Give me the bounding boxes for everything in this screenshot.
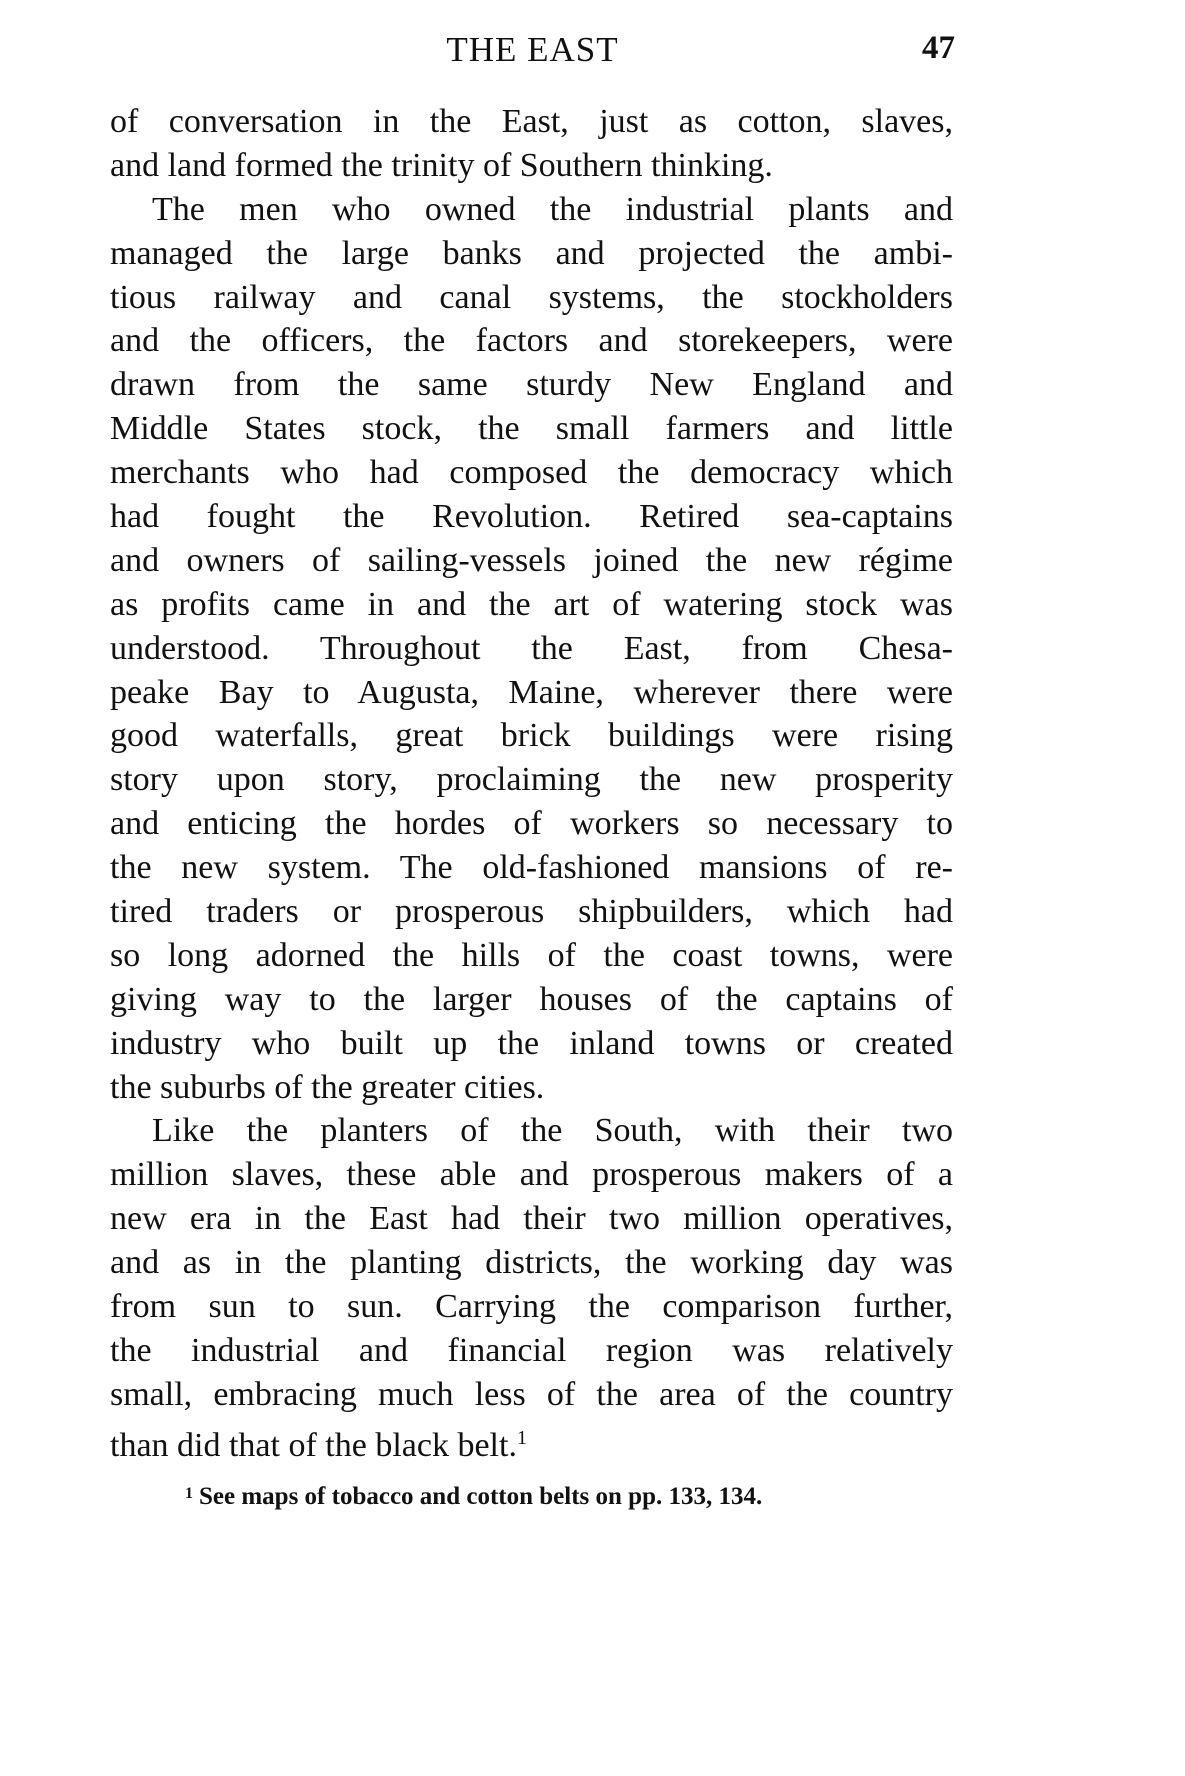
text-line-content: million slaves, these able and prosperous makers of a (110, 1156, 953, 1194)
text-line-content: The men who owned the industrial plants and (152, 190, 953, 228)
text-line (110, 1197, 953, 1241)
text-line-content: from sun to sun. Carrying the comparison further, (110, 1288, 953, 1326)
text-line (110, 1066, 953, 1110)
text-line-content: Like the planters of the South, with their two (152, 1112, 953, 1150)
text-line (110, 627, 953, 671)
text-line (110, 583, 953, 627)
text-line (110, 758, 953, 802)
text-line-content: drawn from the same sturdy New England and (110, 366, 953, 404)
text-line (110, 671, 953, 715)
text-line-content: and land formed the trinity of Southern thinking. (110, 146, 773, 184)
footnote-marker: 1 (185, 1485, 193, 1502)
text-line-content: industry who built up the inland towns or created (110, 1024, 953, 1062)
body-text (110, 100, 953, 1461)
text-line (110, 978, 953, 1022)
text-line (110, 363, 953, 407)
text-line (110, 407, 953, 451)
text-line-content: tious railway and canal systems, the stockholders (110, 278, 953, 316)
footnote-text: See maps of tobacco and cotton belts on pp. 133, 134. (199, 1483, 763, 1510)
text-line-content: and the officers, the factors and storekeepers, were (110, 322, 953, 360)
text-line-content: story upon story, proclaiming the new prosperity (110, 761, 953, 799)
text-line-content: managed the large banks and projected the ambi- (110, 234, 953, 272)
text-line (110, 495, 953, 539)
text-line-content: had fought the Revolution. Retired sea-captains (110, 498, 953, 536)
text-line-content: the suburbs of the greater cities. (110, 1068, 545, 1106)
text-line (110, 232, 953, 276)
text-line (110, 846, 953, 890)
text-line-content: Middle States stock, the small farmers and little (110, 410, 953, 448)
text-line-content: small, embracing much less of the area of the country (110, 1375, 953, 1413)
text-line-content: merchants who had composed the democracy which (110, 454, 953, 492)
text-line (110, 1022, 953, 1066)
text-line (110, 539, 953, 583)
text-line (110, 890, 953, 934)
text-line (110, 802, 953, 846)
page-number: 47 (922, 30, 955, 66)
text-line (110, 1285, 953, 1329)
text-line-content: than did that of the black belt. (110, 1426, 517, 1461)
text-line-content: tired traders or prosperous shipbuilders, which had (110, 893, 953, 931)
text-line (110, 1153, 953, 1197)
text-line (110, 451, 953, 495)
footnote (185, 1483, 762, 1511)
text-line (110, 276, 953, 320)
text-line-content: of conversation in the East, just as cotton, slaves, (110, 103, 953, 140)
text-line (110, 714, 953, 758)
text-line (110, 1417, 953, 1461)
text-line-content: and owners of sailing-vessels joined the new régime (110, 541, 953, 579)
text-line-content: good waterfalls, great brick buildings were rising (110, 717, 953, 755)
text-line-content: new era in the East had their two million operatives, (110, 1200, 953, 1238)
text-line (110, 1109, 953, 1153)
running-head-title: THE EAST (446, 30, 619, 69)
footnote-reference: 1 (516, 1426, 527, 1449)
text-line-content: peake Bay to Augusta, Maine, wherever there were (110, 673, 953, 711)
text-line (110, 1241, 953, 1285)
text-line (110, 188, 953, 232)
text-line (110, 319, 953, 363)
text-line-content: the industrial and financial region was relatively (110, 1331, 953, 1369)
text-line-content: as profits came in and the art of watering stock was (110, 585, 953, 623)
text-line-content: and enticing the hordes of workers so necessary to (110, 805, 953, 843)
running-head (110, 26, 955, 76)
text-line-content: the new system. The old-fashioned mansions of re- (110, 849, 953, 887)
text-line-content: so long adorned the hills of the coast towns, were (110, 936, 953, 974)
text-line-content: giving way to the larger houses of the captains of (110, 980, 953, 1018)
text-line (110, 144, 953, 188)
text-line (110, 100, 953, 144)
text-line-content: understood. Throughout the East, from Chesa- (110, 629, 953, 667)
text-line (110, 1373, 953, 1417)
text-line-content: and as in the planting districts, the working day was (110, 1244, 953, 1282)
text-line (110, 1329, 953, 1373)
text-line (110, 934, 953, 978)
